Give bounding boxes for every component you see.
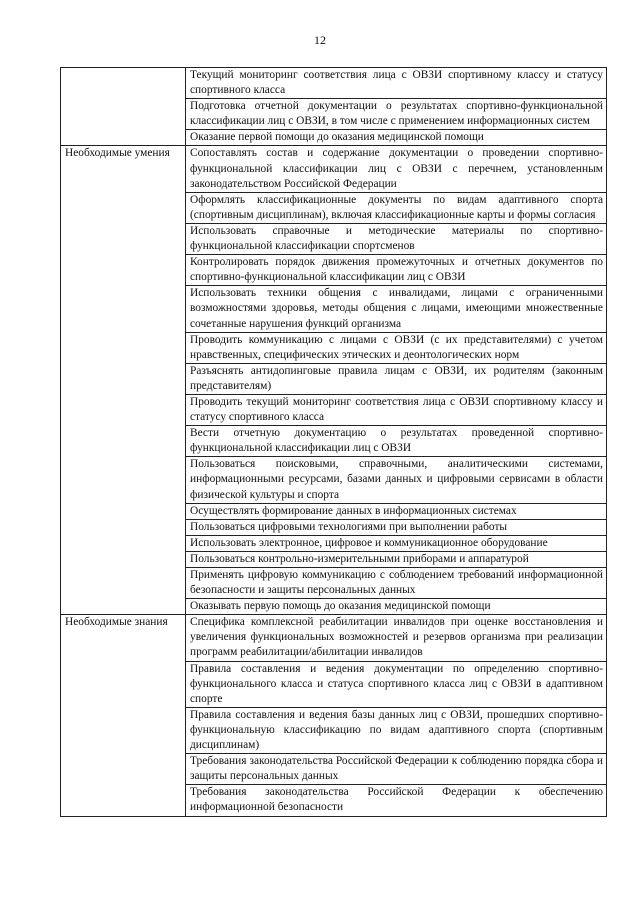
requirement-text: Текущий мониторинг соответствия лица с ОВЗИ спортивному классу и статусу спортивного класса bbox=[186, 68, 607, 99]
requirement-text: Подготовка отчетной документации о результатах спортивно-функциональной классификации лиц с ОВЗИ, в том числе с применением информационных систем bbox=[186, 99, 607, 130]
requirement-text: Требования законодательства Российской Федерации к соблюдению порядка сбора и защиты персональных данных bbox=[186, 754, 607, 785]
requirement-text: Использовать техники общения с инвалидами, лицами с ограниченными возможностями здоровья, методы общения с лицами, имеющими множественные сочетанные нарушения функций организма bbox=[186, 286, 607, 332]
requirement-text: Использовать электронное, цифровое и коммуникационное оборудование bbox=[186, 535, 607, 551]
requirement-text: Разъяснять антидопинговые правила лицам с ОВЗИ, их родителям (законным представителям) bbox=[186, 363, 607, 394]
requirement-text: Правила составления и ведения базы данных лиц с ОВЗИ, прошедших спортивно-функциональную классификацию по видам адаптивного спорта (спортивным дисциплинам) bbox=[186, 707, 607, 753]
section-label: Необходимые умения bbox=[61, 146, 186, 615]
requirement-text: Оформлять классификационные документы по видам адаптивного спорта (спортивным дисциплинам), включая классификационные карты и формы согласия bbox=[186, 192, 607, 223]
requirement-text: Проводить коммуникацию с лицами с ОВЗИ (с их представителями) с учетом нравственных, специфических этических и деонтологических норм bbox=[186, 332, 607, 363]
section-label: Необходимые знания bbox=[61, 615, 186, 816]
requirement-text: Контролировать порядок движения промежуточных и отчетных документов по спортивно-функциональной классификации лиц с ОВЗИ bbox=[186, 255, 607, 286]
page-number: 12 bbox=[314, 33, 326, 47]
table-row bbox=[61, 146, 607, 192]
requirement-text: Оказание первой помощи до оказания медицинской помощи bbox=[186, 130, 607, 146]
requirement-text: Требования законодательства Российской Федерации к обеспечению информационной безопасности bbox=[186, 785, 607, 816]
requirement-text: Вести отчетную документацию о результатах проведенной спортивно-функциональной классификации лиц с ОВЗИ bbox=[186, 426, 607, 457]
requirement-text: Проводить текущий мониторинг соответствия лица с ОВЗИ спортивному классу и статусу спортивного класса bbox=[186, 394, 607, 425]
table-row bbox=[61, 615, 607, 661]
section-label bbox=[61, 68, 186, 146]
requirement-text: Применять цифровую коммуникацию с соблюдением требований информационной безопасности и защиты персональных данных bbox=[186, 568, 607, 599]
requirement-text: Осуществлять формирование данных в информационных системах bbox=[186, 503, 607, 519]
requirement-text: Использовать справочные и методические материалы по спортивно-функциональной классификации спортсменов bbox=[186, 223, 607, 254]
requirement-text: Специфика комплексной реабилитации инвалидов при оценке восстановления и увеличения функциональных возможностей и резервов организма при реализации программ реабилитации/абилитации инвалидов bbox=[186, 615, 607, 661]
competency-table bbox=[60, 67, 607, 817]
requirement-text: Правила составления и ведения документации по определению спортивно-функционального класса и статуса спортивного класса лиц с ОВЗИ в адаптивном спорте bbox=[186, 661, 607, 707]
table-row bbox=[61, 68, 607, 99]
requirement-text: Пользоваться поисковыми, справочными, аналитическими системами, информационными ресурсами, базами данных и цифровыми сервисами в области физической культуры и спорта bbox=[186, 457, 607, 503]
competency-table-body bbox=[61, 68, 607, 817]
requirement-text: Пользоваться контрольно-измерительными приборами и аппаратурой bbox=[186, 551, 607, 567]
requirement-text: Пользоваться цифровыми технологиями при выполнении работы bbox=[186, 519, 607, 535]
requirement-text: Сопоставлять состав и содержание документации о проведении спортивно-функциональной классификации лиц с ОВЗИ с перечнем, установленным законодательством Российской Федерации bbox=[186, 146, 607, 192]
requirement-text: Оказывать первую помощь до оказания медицинской помощи bbox=[186, 599, 607, 615]
